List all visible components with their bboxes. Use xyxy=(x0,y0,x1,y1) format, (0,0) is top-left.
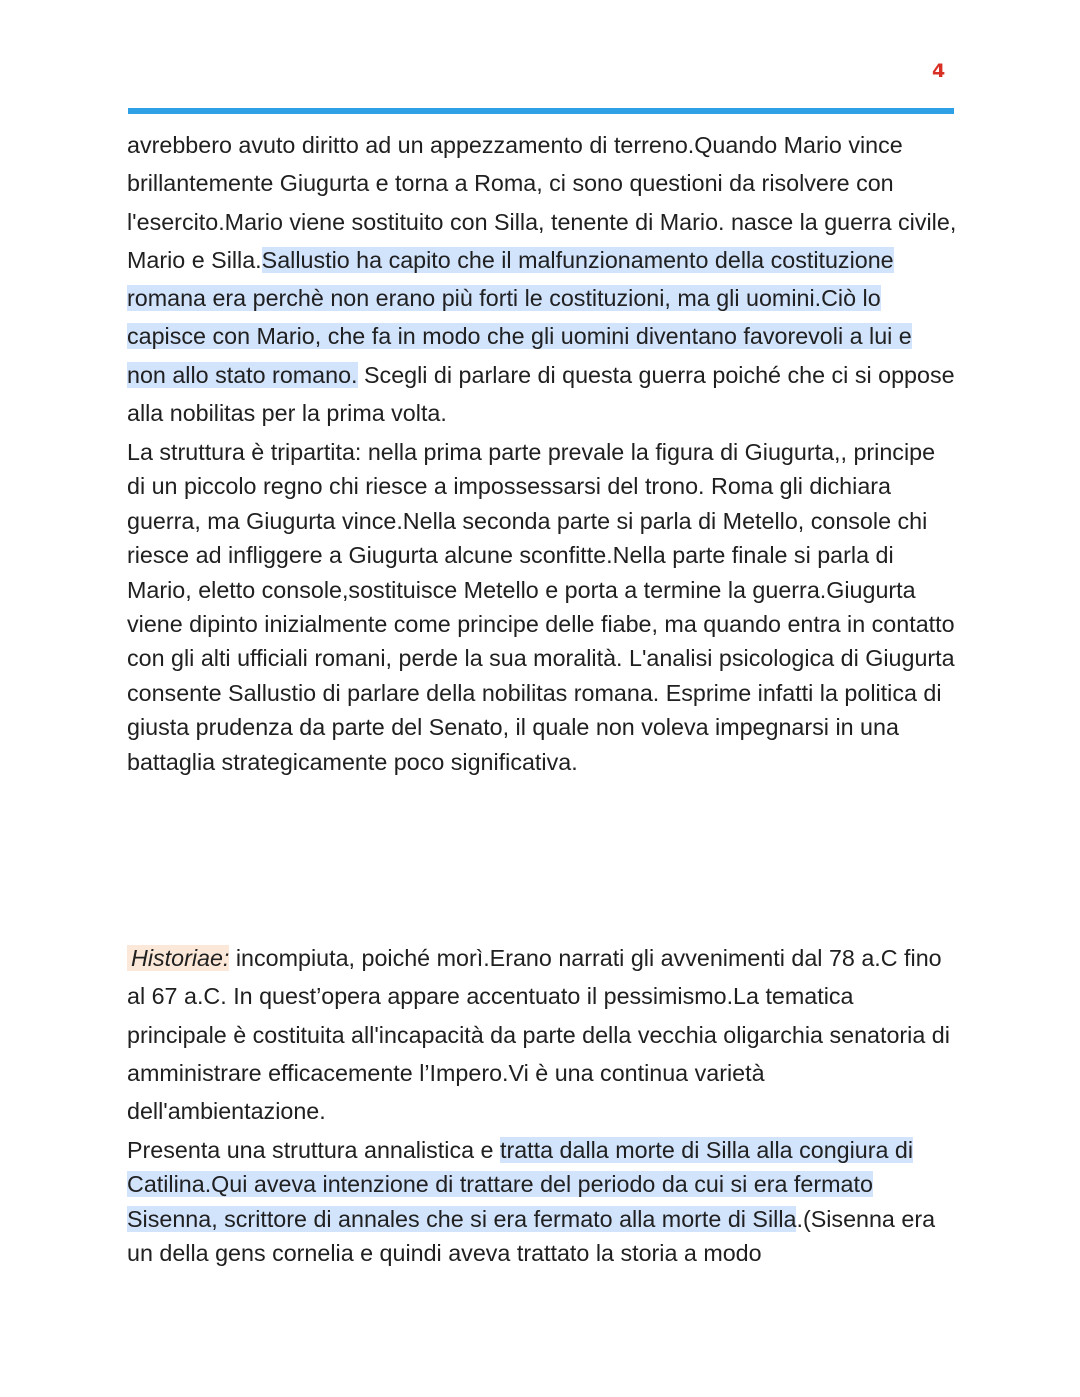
paragraph-historiae xyxy=(127,939,957,1130)
paragraph-text: incompiuta, poiché morì.Erano narrati gli avvenimenti dal 78 a.C fino al 67 a.C. In quest’opera appare accentuato il pessimismo.La tematica principale è costituita all'incapacità da parte della vecchia oligarchia senatoria di amministrare efficacemente l’Impero.Vi è una continua varietà dell'ambientazione. xyxy=(127,945,950,1125)
paragraph-marius-sulla xyxy=(127,126,957,432)
paragraph-text: Presenta una struttura annalistica e xyxy=(127,1137,500,1163)
page-number: 4 xyxy=(932,60,946,82)
highlighted-text: tratta dalla morte di Silla alla congiura di Catilina.Qui aveva intenzione di trattare del periodo da cui si era fermato Sisenna, scrittore di annales che si era fermato alla morte di Silla xyxy=(127,1137,914,1232)
paragraph-text: avrebbero avuto diritto ad un appezzamento di terreno.Quando Mario vince brillantemente Giugurta e torna a Roma, ci sono questioni da risolvere con l'esercito.Mario viene sostituito con Silla, tenente di Mario. nasce la guerra civile, Mario e Silla. xyxy=(127,132,957,273)
highlighted-text: Sallustio ha capito che il malfunzionamento della costituzione romana era perchè non erano più forti le costituzioni, ma gli uomini.Ciò lo capisce con Mario, che fa in modo che gli uomini diventano favorevoli a lui e non allo stato romano. xyxy=(127,246,912,388)
paragraph-structure xyxy=(127,435,957,779)
header-divider xyxy=(128,108,954,114)
paragraph-text: La struttura è tripartita: nella prima parte prevale la figura di Giugurta,, principe di un piccolo regno chi riesce a impossessarsi del trono. Roma gli dichiara guerra, ma Giugurta vince.Nella seconda parte si parla di Metello, console chi riesce ad infliggere a Giugurta alcune sconfitte.Nella parte finale si parla di Mario, eletto console,sostituisce Metello e porta a termine la guerra.Giugurta viene dipinto inizialmente come principe delle fiabe, ma quando entra in contatto con gli alti ufficiali romani, perde la sua moralità. L'analisi psicologica di Giugurta consente Sallustio di parlare della nobilitas romana. Esprime infatti la politica di giusta prudenza da parte del Senato, il quale non voleva impegnarsi in una battaglia strategicamente poco significativa. xyxy=(127,439,955,775)
highlighted-term: Historiae: xyxy=(127,945,229,971)
paragraph-text: Scegli di parlare di questa guerra poiché che ci si oppose alla nobilitas per la prima volta. xyxy=(127,361,955,427)
paragraph-annalistic xyxy=(127,1133,957,1271)
paragraph-text: .(Sisenna era un della gens cornelia e quindi aveva trattato la storia a modo xyxy=(127,1205,936,1267)
